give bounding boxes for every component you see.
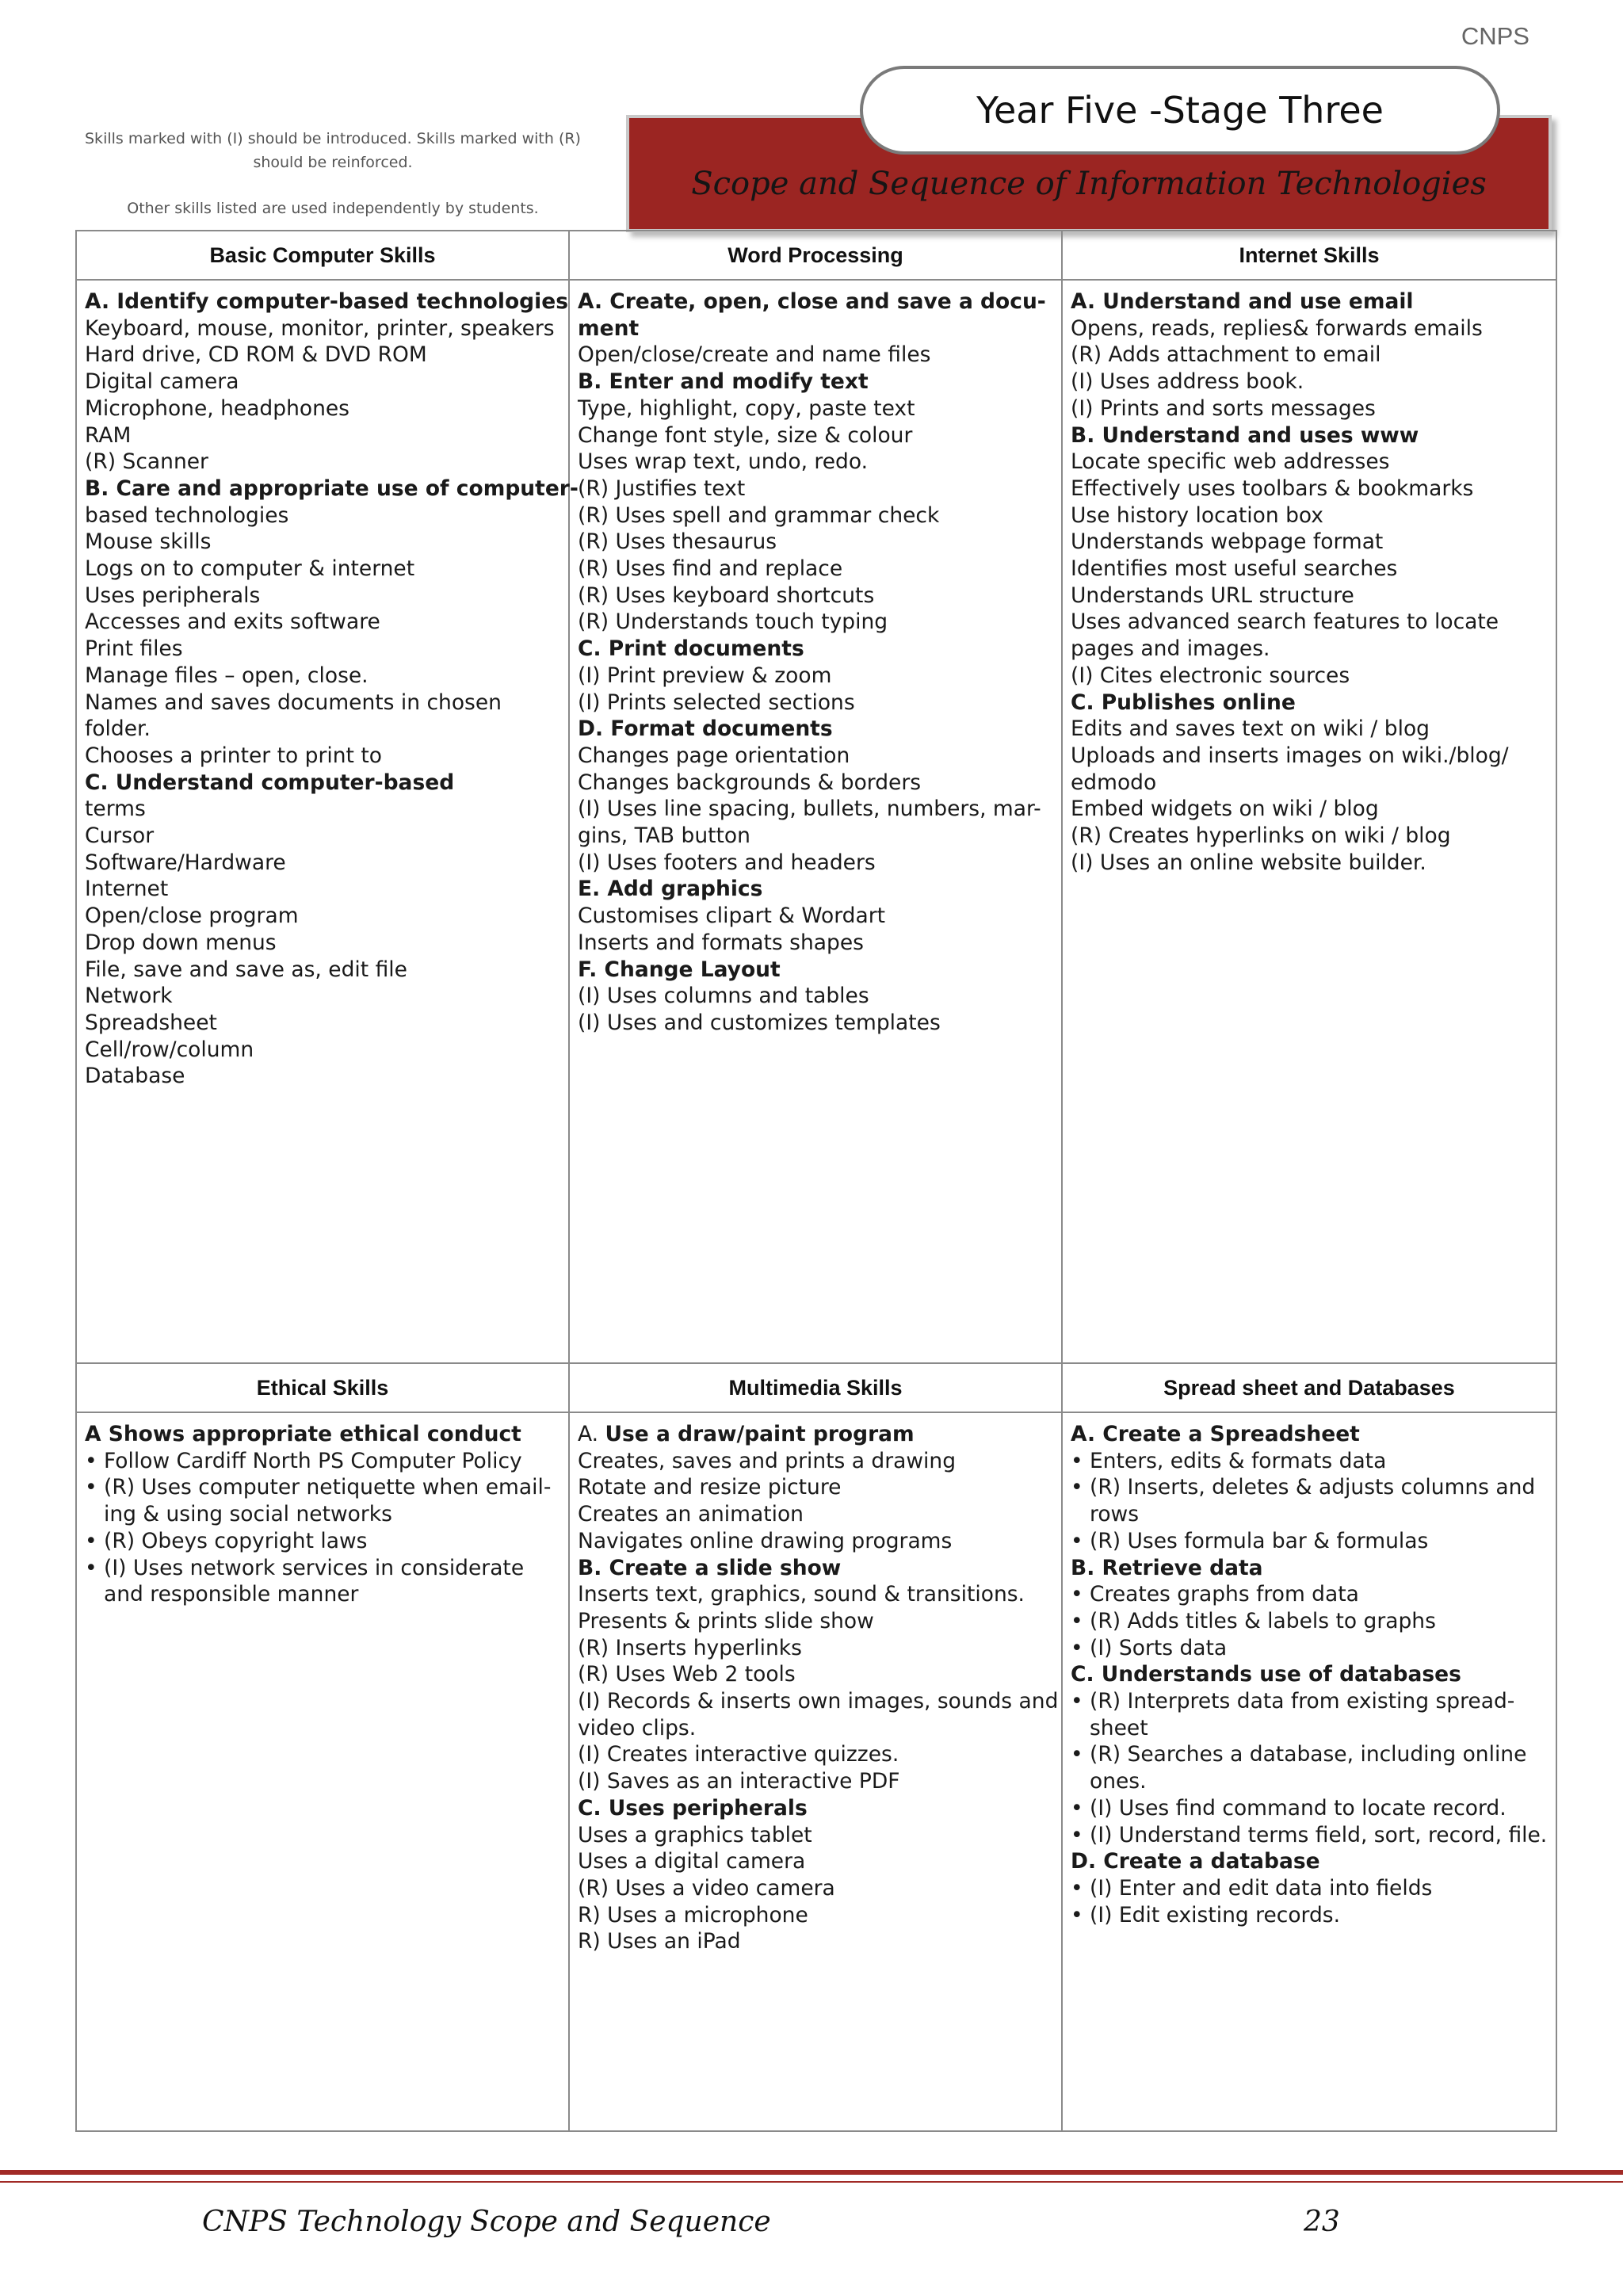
list-item: (I) Uses an online website builder. — [1071, 850, 1426, 875]
list-item: Cell/row/column — [85, 1037, 254, 1062]
bullet-item: • Creates graphs from data — [1071, 1581, 1548, 1608]
list-item: Locate specific web addresses — [1071, 449, 1390, 475]
list-item: (I) Records & inserts own images, sounds and — [578, 1689, 1059, 1714]
footer-rule — [0, 2170, 1623, 2175]
column-header: Internet Skills — [1062, 231, 1556, 280]
list-item-heading: C. Uses peripherals — [578, 1795, 808, 1820]
list-item: (I) Uses footers and headers — [578, 850, 876, 875]
ethical-skills-list — [77, 1413, 568, 1608]
list-item-heading: B. Understand and uses www — [1071, 422, 1419, 448]
list-item-heading: B. Care and appropriate use of computer- — [85, 476, 579, 501]
list-item: Inserts text, graphics, sound & transitions. — [578, 1582, 1025, 1607]
list-item: R) Uses an iPad — [578, 1929, 741, 1954]
list-item: Changes backgrounds & borders — [578, 770, 922, 795]
bullet-item: • (R) Searches a database, including online ones. — [1071, 1741, 1548, 1794]
list-item: Digital camera — [85, 369, 239, 395]
spreadsheet-databases-cell — [1062, 1412, 1556, 2131]
multimedia-skills-list — [570, 1413, 1061, 1955]
list-item-heading — [578, 1421, 1053, 1448]
list-item: Drop down menus — [85, 930, 277, 955]
list-item: Accesses and exits software — [85, 609, 380, 635]
list-item-heading: B. Create a slide show — [578, 1555, 842, 1580]
list-item: (I) Saves as an interactive PDF — [578, 1769, 900, 1794]
bullet-item: • (I) Enter and edit data into fields — [1071, 1875, 1548, 1902]
list-item: Type, highlight, copy, paste text — [578, 395, 915, 421]
column-header: Multimedia Skills — [569, 1363, 1062, 1412]
bullet-item: • (R) Inserts, deletes & adjusts columns and rows — [1071, 1474, 1548, 1527]
list-item: Network — [85, 984, 173, 1009]
list-item: edmodo — [1071, 770, 1157, 795]
list-item: Internet — [85, 877, 169, 902]
list-item: (I) Creates interactive quizzes. — [578, 1742, 899, 1767]
list-item: Uses peripherals — [85, 583, 261, 608]
list-item: Uploads and inserts images on wiki./blog/ — [1071, 743, 1509, 768]
list-item: Database — [85, 1064, 185, 1089]
footer-title: CNPS Technology Scope and Sequence — [202, 2206, 771, 2238]
list-item: Uses advanced search features to locate — [1071, 609, 1499, 635]
list-item-heading: C. Publishes online — [1071, 690, 1296, 715]
bullet-item: • (I) Understand terms field, sort, record, file. — [1071, 1822, 1548, 1849]
list-item: (R) Scanner — [85, 449, 208, 475]
list-item: Rotate and resize picture — [578, 1475, 842, 1500]
list-item: Microphone, headphones — [85, 395, 349, 421]
bullet-item: • Follow Cardiff North PS Computer Policy — [85, 1448, 560, 1475]
list-item: (I) Print preview & zoom — [578, 663, 832, 688]
list-item: (R) Uses thesaurus — [578, 529, 777, 555]
list-item: pages and images. — [1071, 636, 1270, 662]
multimedia-skills-cell — [569, 1412, 1062, 2131]
list-item: (I) Cites electronic sources — [1071, 663, 1350, 688]
list-item: Names and saves documents in chosen — [85, 690, 502, 715]
bullet-item: • (R) Uses formula bar & formulas — [1071, 1528, 1548, 1555]
list-item: based technologies — [85, 502, 289, 528]
list-item-heading: C. Print documents — [578, 636, 804, 662]
list-item: (R) Adds attachment to email — [1071, 342, 1381, 368]
bullet-item: • (R) Adds titles & labels to graphs — [1071, 1608, 1548, 1635]
list-item: folder. — [85, 716, 151, 742]
list-item: Change font style, size & colour — [578, 422, 913, 448]
list-item: Presents & prints slide show — [578, 1608, 874, 1633]
bullet-item: • (I) Sorts data — [1071, 1635, 1548, 1662]
list-item: Keyboard, mouse, monitor, printer, speakers — [85, 315, 555, 341]
list-item: (R) Justifies text — [578, 476, 746, 501]
list-item-heading: A. Create, open, close and save a docu- — [578, 289, 1046, 314]
list-item: Edits and saves text on wiki / blog — [1071, 716, 1430, 742]
list-item-heading: A. Identify computer-based technologies — [85, 289, 568, 314]
list-item: Uses wrap text, undo, redo. — [578, 449, 869, 475]
list-item: Embed widgets on wiki / blog — [1071, 797, 1379, 822]
list-item: Uses a graphics tablet — [578, 1822, 812, 1847]
list-item: Print files — [85, 636, 183, 662]
list-item: (R) Uses Web 2 tools — [578, 1662, 796, 1687]
list-item-heading: A. Understand and use email — [1071, 289, 1414, 314]
legend-note: Skills marked with (I) should be introduced. Skills marked with (R) should be reinforced. — [85, 130, 581, 171]
list-item: (R) Uses keyboard shortcuts — [578, 583, 875, 608]
bullet-item: • (R) Uses computer netiquette when email-ing & using social networks — [85, 1474, 560, 1527]
internet-skills-cell — [1062, 280, 1556, 1363]
internet-skills-list — [1063, 281, 1556, 876]
list-item: (I) Uses and customizes templates — [578, 1010, 941, 1035]
list-item-heading: C. Understand computer-based — [85, 770, 455, 795]
list-item: Hard drive, CD ROM & DVD ROM — [85, 342, 427, 368]
bullet-item: • (R) Interprets data from existing spread-sheet — [1071, 1688, 1548, 1741]
heading-text: Use a draw/paint program — [605, 1422, 915, 1446]
column-header: Word Processing — [569, 231, 1062, 280]
column-header: Ethical Skills — [76, 1363, 569, 1412]
list-item: Uses a digital camera — [578, 1849, 806, 1874]
list-item: Changes page orientation — [578, 743, 850, 768]
list-item: Navigates online drawing programs — [578, 1528, 953, 1553]
basic-skills-cell — [76, 280, 579, 1363]
list-item: (I) Prints and sorts messages — [1071, 395, 1376, 421]
list-item: Creates, saves and prints a drawing — [578, 1448, 957, 1473]
list-item: (I) Prints selected sections — [578, 690, 855, 715]
list-item: Understands webpage format — [1071, 529, 1384, 555]
list-item: Open/close program — [85, 904, 299, 929]
list-item-heading: D. Create a database — [1071, 1849, 1320, 1874]
list-item: (R) Uses find and replace — [578, 556, 843, 582]
list-item: (I) Uses address book. — [1071, 369, 1304, 395]
banner-subtitle: Scope and Sequence of Information Technologies — [691, 166, 1487, 202]
list-item-heading: A. Create a Spreadsheet — [1071, 1422, 1360, 1446]
list-item: Chooses a printer to print to — [85, 743, 382, 768]
list-item: Cursor — [85, 823, 155, 849]
ethical-skills-cell — [76, 1412, 569, 2131]
page-number: 23 — [1304, 2206, 1340, 2238]
skills-table — [75, 230, 1557, 2132]
list-item: Customises clipart & Wordart — [578, 904, 886, 929]
list-item-heading: B. Retrieve data — [1071, 1555, 1263, 1580]
word-processing-cell — [569, 280, 1062, 1363]
list-item: File, save and save as, edit file — [85, 957, 407, 982]
list-item: (R) Uses a video camera — [578, 1875, 835, 1901]
list-item: Use history location box — [1071, 502, 1323, 528]
list-item: Understands URL structure — [1071, 583, 1354, 608]
list-item: (R) Understands touch typing — [578, 609, 888, 635]
list-item: (I) Uses columns and tables — [578, 984, 869, 1009]
list-item: Opens, reads, replies& forwards emails — [1071, 315, 1483, 341]
list-item: (R) Inserts hyperlinks — [578, 1635, 802, 1660]
list-item-heading: ment — [578, 315, 640, 341]
list-item-heading: C. Understands use of databases — [1071, 1662, 1461, 1687]
list-item-heading: D. Format documents — [578, 716, 833, 742]
list-item: Spreadsheet — [85, 1010, 217, 1035]
bullet-item: • (I) Edit existing records. — [1071, 1902, 1548, 1929]
list-item: terms — [85, 797, 146, 822]
list-item: video clips. — [578, 1715, 697, 1740]
bullet-item: • (I) Uses network services in considerate and responsible manner — [85, 1555, 560, 1608]
basic-skills-list — [77, 281, 579, 1090]
word-processing-list — [570, 281, 1061, 1037]
list-item: Manage files – open, close. — [85, 663, 369, 688]
heading-prefix: A. — [578, 1422, 605, 1446]
list-item: Creates an animation — [578, 1502, 804, 1527]
list-item: (I) Uses line spacing, bullets, numbers, mar- — [578, 797, 1041, 822]
spreadsheet-databases-list — [1063, 1413, 1556, 1928]
list-item: Effectively uses toolbars & bookmarks — [1071, 476, 1474, 501]
independent-note: Other skills listed are used independently by students. — [127, 200, 539, 217]
list-item: Mouse skills — [85, 529, 212, 555]
bullet-item: • (R) Obeys copyright laws — [85, 1528, 560, 1555]
list-item-heading: F. Change Layout — [578, 957, 781, 982]
banner-title: Year Five -Stage Three — [860, 66, 1500, 155]
list-item: (R) Uses spell and grammar check — [578, 502, 940, 528]
list-item: (R) Creates hyperlinks on wiki / blog — [1071, 823, 1451, 849]
list-item: RAM — [85, 422, 132, 448]
list-item-heading: A Shows appropriate ethical conduct — [85, 1422, 521, 1446]
list-item: Identifies most useful searches — [1071, 556, 1398, 582]
multimedia-items — [578, 1448, 1059, 1955]
list-item: Open/close/create and name files — [578, 342, 931, 368]
list-item: Software/Hardware — [85, 850, 286, 875]
list-item-heading: B. Enter and modify text — [578, 369, 869, 395]
column-header: Basic Computer Skills — [76, 231, 569, 280]
list-item-heading: E. Add graphics — [578, 877, 763, 902]
list-item: Logs on to computer & internet — [85, 556, 415, 582]
list-item: Inserts and formats shapes — [578, 930, 864, 955]
bullet-item: • Enters, edits & formats data — [1071, 1448, 1548, 1475]
corner-label: CNPS — [1461, 22, 1529, 50]
list-item: gins, TAB button — [578, 823, 750, 849]
footer-thin-rule — [0, 2181, 1623, 2183]
list-item: R) Uses a microphone — [578, 1902, 808, 1927]
column-header: Spread sheet and Databases — [1062, 1363, 1556, 1412]
bullet-item: • (I) Uses find command to locate record. — [1071, 1795, 1548, 1822]
